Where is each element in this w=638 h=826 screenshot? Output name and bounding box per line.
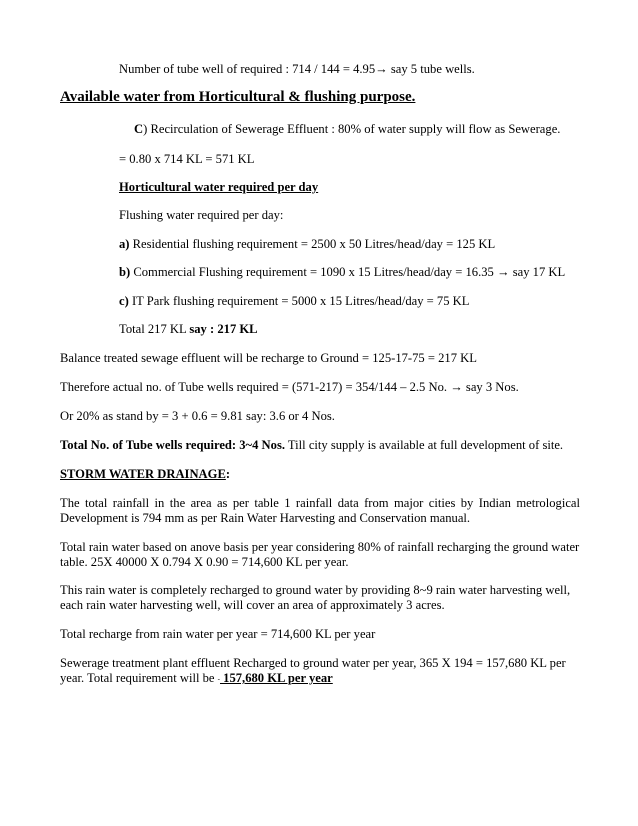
- therefore-line: Therefore actual no. of Tube wells required = (571-217) = 354/144 – 2.5 No. → say 3 Nos.: [60, 380, 519, 394]
- arrow-right-icon: →: [375, 62, 388, 76]
- arrow-right-icon: →: [496, 265, 510, 279]
- recirculation-line: C) Recirculation of Sewerage Effluent : 80% of water supply will flow as Sewerage.: [134, 122, 561, 136]
- tube-well-count-line: Number of tube well of required : 714 / 144 = 4.95→ say 5 tube wells.: [119, 62, 475, 76]
- storm-water-heading: STORM WATER DRAINAGE:: [60, 467, 231, 481]
- flushing-label: Flushing water required per day:: [119, 208, 284, 222]
- paragraph-sewerage-plant: Sewerage treatment plant effluent Recharged to ground water per year, 365 X 194 = 157,680 KL per year. Total requirement will be - 157,680 KL per year: [60, 656, 566, 685]
- flushing-item-residential: a) Residential flushing requirement = 2500 x 50 Litres/head/day = 125 KL: [119, 237, 496, 251]
- balance-line: Balance treated sewage effluent will be recharge to Ground = 125-17-75 = 217 KL: [60, 351, 477, 365]
- section-heading-available-water: Available water from Horticultural & flushing purpose.: [60, 89, 416, 105]
- paragraph-total-rain: Total rain water based on anove basis per year considering 80% of rainfall recharging the ground water table. 25X 40000 X 0.794 X 0.90 = 714,600 KL per year.: [60, 540, 580, 569]
- standby-line: Or 20% as stand by = 3 + 0.6 = 9.81 say: 3.6 or 4 Nos.: [60, 409, 335, 423]
- paragraph-recharged: This rain water is completely recharged to ground water by providing 8~9 rain water harvesting well, each rain water harvesting well, will cover an area of approximately 3 acres.: [60, 583, 571, 612]
- flushing-total: Total 217 KL say : 217 KL: [119, 322, 258, 336]
- total-recharge-line: Total recharge from rain water per year = 714,600 KL per year: [60, 627, 376, 641]
- flushing-item-it-park: c) IT Park flushing requirement = 5000 x 15 Litres/head/day = 75 KL: [119, 294, 470, 308]
- arrow-right-icon: →: [450, 380, 463, 394]
- flushing-item-commercial: b) Commercial Flushing requirement = 1090 x 15 Litres/head/day = 16.35 → say 17 KL: [119, 265, 566, 279]
- recirculation-calc: = 0.80 x 714 KL = 571 KL: [119, 152, 255, 166]
- total-tubewells-line: Total No. of Tube wells required: 3~4 Nos. Till city supply is available at full development of site.: [60, 438, 564, 452]
- horticultural-heading: Horticultural water required per day: [119, 180, 319, 194]
- paragraph-rainfall: The total rainfall in the area as per table 1 rainfall data from major cities by Indian metrological Development is 794 mm as per Rain Water Harvesting and Conservation manual.: [60, 496, 580, 525]
